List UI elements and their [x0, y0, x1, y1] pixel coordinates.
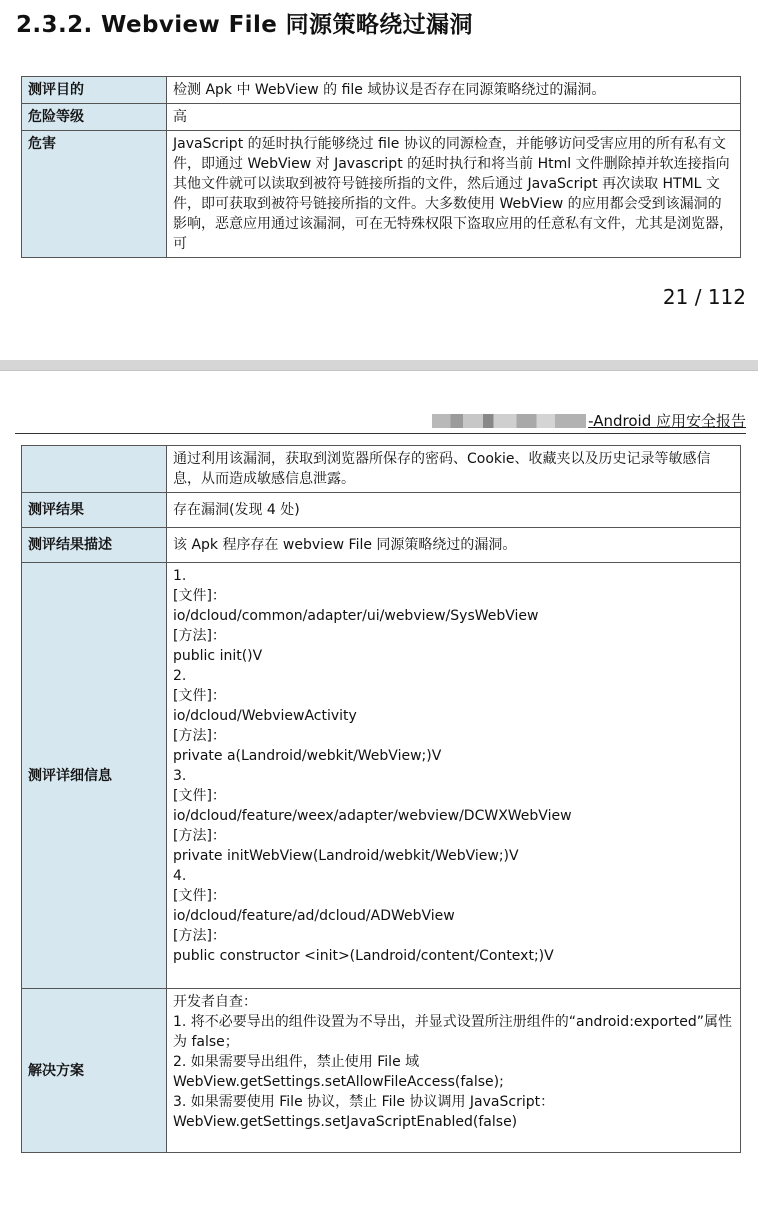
detail-line: public init()V [173, 648, 263, 664]
header-title: -Android 应用安全报告 [588, 412, 746, 430]
report-page-21 [0, 0, 758, 360]
solution-line: 3. 如果需要使用 File 协议，禁止 File 协议调用 JavaScript：WebView.getSettings.setJavaScriptEnabled(false) [173, 1094, 555, 1130]
table-row [22, 131, 741, 258]
detail-line: [方法]： [173, 728, 226, 744]
detail-line: private a(Landroid/webkit/WebView;)V [173, 748, 442, 764]
table-row [22, 563, 741, 989]
header-rule [15, 433, 746, 434]
detail-line: 1. [173, 568, 187, 584]
vulnerability-table-part1 [21, 76, 741, 258]
page-header [432, 410, 746, 431]
solution-list [167, 989, 741, 1153]
redacted-app-name [432, 414, 586, 428]
row-value: 通过利用该漏洞，获取到浏览器所保存的密码、Cookie、收藏夹以及历史记录等敏感信息，从而造成敏感信息泄露。 [167, 446, 741, 493]
detail-line: 4. [173, 868, 187, 884]
detail-line: private initWebView(Landroid/webkit/WebView;)V [173, 848, 519, 864]
row-label: 解决方案 [22, 989, 167, 1153]
row-label: 测评结果 [22, 493, 167, 528]
section-heading: 2.3.2. Webview File 同源策略绕过漏洞 [16, 12, 473, 38]
detail-line: [文件]： [173, 888, 226, 904]
detail-line: io/dcloud/feature/weex/adapter/webview/DCWXWebView [173, 808, 572, 824]
table-row [22, 104, 741, 131]
row-value: 该 Apk 程序存在 webview File 同源策略绕过的漏洞。 [167, 528, 741, 563]
row-label: 危险等级 [22, 104, 167, 131]
detail-line: io/dcloud/common/adapter/ui/webview/SysWebView [173, 608, 539, 624]
row-label: 测评目的 [22, 77, 167, 104]
vulnerability-table-part2 [21, 445, 741, 1153]
row-label: 危害 [22, 131, 167, 258]
detail-line: [文件]： [173, 688, 226, 704]
table-row [22, 77, 741, 104]
row-label-empty [22, 446, 167, 493]
detail-line: io/dcloud/WebviewActivity [173, 708, 357, 724]
detail-line: [方法]： [173, 828, 226, 844]
row-label: 测评结果描述 [22, 528, 167, 563]
detail-line: public constructor <init>(Landroid/content/Context;)V [173, 948, 554, 964]
detail-line: io/dcloud/feature/ad/dcloud/ADWebView [173, 908, 455, 924]
table-row [22, 446, 741, 493]
detail-line: 2. [173, 668, 187, 684]
solution-line: 2. 如果需要导出组件，禁止使用 File 域 WebView.getSettings.setAllowFileAccess(false); [173, 1054, 504, 1090]
report-page-22 [0, 371, 758, 1212]
detail-line: 3. [173, 768, 187, 784]
solution-line: 开发者自查： [173, 994, 257, 1010]
table-row [22, 989, 741, 1153]
row-label: 测评详细信息 [22, 563, 167, 989]
row-value: 存在漏洞(发现 4 处) [167, 493, 741, 528]
solution-line: 1. 将不必要导出的组件设置为不导出，并显式设置所注册组件的“android:exported”属性为 false； [173, 1014, 733, 1050]
page-number: 21 / 112 [662, 285, 746, 309]
table-row [22, 528, 741, 563]
detail-line: [文件]： [173, 788, 226, 804]
row-value: 检测 Apk 中 WebView 的 file 域协议是否存在同源策略绕过的漏洞。 [167, 77, 741, 104]
table-row [22, 493, 741, 528]
detail-line: [方法]： [173, 628, 226, 644]
detail-line: [文件]： [173, 588, 226, 604]
row-value: JavaScript 的延时执行能够绕过 file 协议的同源检查，并能够访问受害应用的所有私有文件，即通过 WebView 对 Javascript 的延时执行和将当前 Html 文件删除掉并软连接指向其他文件就可以读取到被符号链接所指的文件，然后通过 JavaScript 再次读取 HTML 文件，即可获取到被符号链接所指的文件。大多数使用 WebView 的应用都会受到该漏洞的影响，恶意应用通过该漏洞，可在无特殊权限下盗取应用的任意私有文件，尤其是浏览器，可 [167, 131, 741, 258]
detail-list [167, 563, 741, 989]
detail-line: [方法]： [173, 928, 226, 944]
row-value: 高 [167, 104, 741, 131]
page-separator [0, 360, 758, 371]
